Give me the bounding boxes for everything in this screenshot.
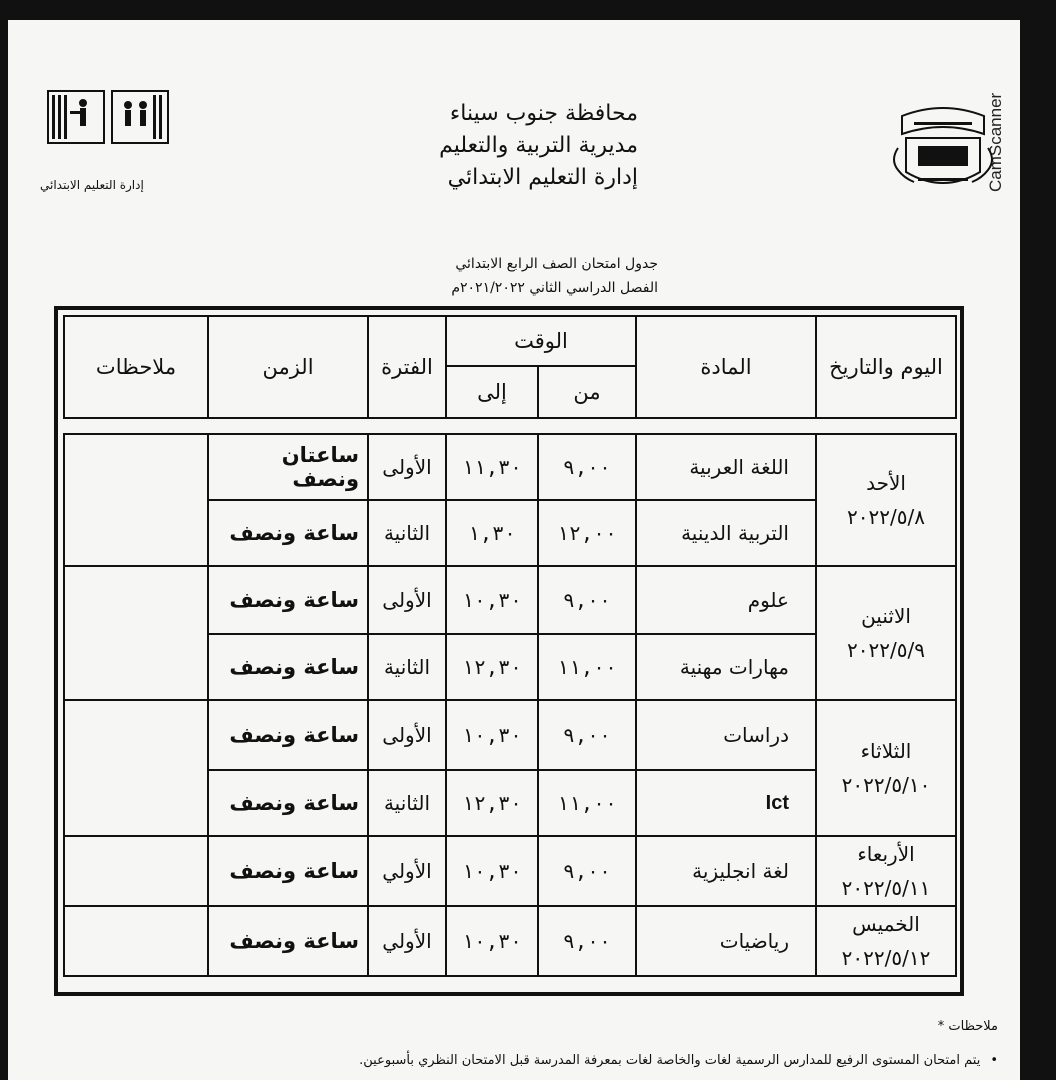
time-from-cell: ٩,٠٠	[538, 434, 636, 500]
duration-cell: ساعة ونصف	[208, 634, 368, 700]
time-from-cell: ١١,٠٠	[538, 634, 636, 700]
duration-cell: ساعتان ونصف	[208, 434, 368, 500]
time-from-cell: ٩,٠٠	[538, 700, 636, 770]
notes-cell	[64, 700, 208, 836]
period-cell: الثانية	[368, 634, 446, 700]
notes-cell	[64, 906, 208, 976]
exam-date: ٢٠٢٢/٥/٩	[847, 638, 925, 662]
day-name: الخميس	[852, 912, 920, 936]
exam-schedule-table	[63, 315, 957, 977]
period-cell: الأولى	[368, 566, 446, 634]
period-cell: الأولي	[368, 836, 446, 906]
time-to-cell: ١٠,٣٠	[446, 836, 538, 906]
exam-date: ٢٠٢٢/٥/٨	[847, 505, 925, 529]
duration-cell: ساعة ونصف	[208, 836, 368, 906]
bullet-icon: •	[990, 1053, 998, 1068]
letterhead-line-department: إدارة التعليم الابتدائي	[447, 165, 638, 190]
subject-cell: رياضيات	[636, 906, 816, 976]
subject-cell: دراسات	[636, 700, 816, 770]
period-cell: الأولي	[368, 906, 446, 976]
day-name: الاثنين	[861, 604, 911, 628]
day-date-cell	[816, 700, 956, 836]
table-row	[64, 566, 956, 634]
period-cell: الثانية	[368, 500, 446, 566]
subject-cell: اللغة العربية	[636, 434, 816, 500]
notes-section	[168, 1010, 998, 1078]
letterhead-line-directorate: مديرية التربية والتعليم	[439, 133, 638, 158]
table-row	[64, 836, 956, 906]
document-page	[8, 20, 1020, 1080]
notes-item	[168, 1044, 998, 1078]
duration-cell: ساعة ونصف	[208, 700, 368, 770]
header-period: الفترة	[368, 316, 446, 418]
title-line-grade: جدول امتحان الصف الرابع الابتدائي	[455, 256, 658, 272]
notes-heading: ملاحظات *	[937, 1019, 998, 1034]
exam-date: ٢٠٢٢/٥/١١	[841, 876, 931, 900]
header-time-to: إلى	[446, 366, 538, 418]
document-title	[348, 252, 658, 300]
period-cell: الأولى	[368, 700, 446, 770]
period-cell: الأولى	[368, 434, 446, 500]
time-to-cell: ١٠,٣٠	[446, 566, 538, 634]
notes-cell	[64, 836, 208, 906]
time-from-cell: ٩,٠٠	[538, 566, 636, 634]
notes-item-text: يتم امتحان المستوى الرفيع للمدارس الرسمية لغات والخاصة لغات بمعرفة المدرسة قبل الامتحان النظري بأسبوعين.	[359, 1053, 981, 1068]
ministry-seal-icon	[888, 98, 998, 203]
header-time: الوقت	[446, 316, 636, 366]
logo-caption: إدارة التعليم الابتدائي	[40, 178, 144, 192]
time-from-cell: ١١,٠٠	[538, 770, 636, 836]
header-day-date: اليوم والتاريخ	[816, 316, 956, 418]
day-date-cell	[816, 836, 956, 906]
period-cell: الثانية	[368, 770, 446, 836]
day-name: الثلاثاء	[860, 739, 912, 763]
letterhead-line-governorate: محافظة جنوب سيناء	[449, 101, 638, 126]
exam-date: ٢٠٢٢/٥/١٠	[841, 773, 931, 797]
header-subject: المادة	[636, 316, 816, 418]
day-date-cell	[816, 566, 956, 700]
camscanner-watermark: CamScanner	[986, 42, 1018, 192]
time-to-cell: ١٠,٣٠	[446, 906, 538, 976]
day-name: الأربعاء	[857, 842, 915, 866]
subject-cell: علوم	[636, 566, 816, 634]
time-from-cell: ٩,٠٠	[538, 906, 636, 976]
title-line-term: الفصل الدراسي الثاني ٢٠٢١/٢٠٢٢م	[451, 280, 658, 296]
duration-cell: ساعة ونصف	[208, 500, 368, 566]
header-notes: ملاحظات	[64, 316, 208, 418]
subject-cell: التربية الدينية	[636, 500, 816, 566]
table-row	[64, 906, 956, 976]
duration-cell: ساعة ونصف	[208, 566, 368, 634]
subject-cell: مهارات مهنية	[636, 634, 816, 700]
exam-date: ٢٠٢٢/٥/١٢	[841, 946, 931, 970]
time-to-cell: ١٢,٣٠	[446, 634, 538, 700]
time-to-cell: ١٢,٣٠	[446, 770, 538, 836]
time-to-cell: ١١,٣٠	[446, 434, 538, 500]
subject-cell: لغة انجليزية	[636, 836, 816, 906]
duration-cell: ساعة ونصف	[208, 906, 368, 976]
notes-cell	[64, 434, 208, 566]
day-date-cell	[816, 434, 956, 566]
header-duration: الزمن	[208, 316, 368, 418]
time-to-cell: ١,٣٠	[446, 500, 538, 566]
table-row	[64, 700, 956, 770]
day-name: الأحد	[866, 471, 906, 495]
header-time-from: من	[538, 366, 636, 418]
day-date-cell	[816, 906, 956, 976]
table-row	[64, 434, 956, 500]
exam-schedule-table-frame	[54, 306, 964, 996]
letterhead	[338, 98, 638, 194]
time-to-cell: ١٠,٣٠	[446, 700, 538, 770]
subject-cell: Ict	[636, 770, 816, 836]
time-from-cell: ١٢,٠٠	[538, 500, 636, 566]
duration-cell: ساعة ونصف	[208, 770, 368, 836]
time-from-cell: ٩,٠٠	[538, 836, 636, 906]
notes-cell	[64, 566, 208, 700]
